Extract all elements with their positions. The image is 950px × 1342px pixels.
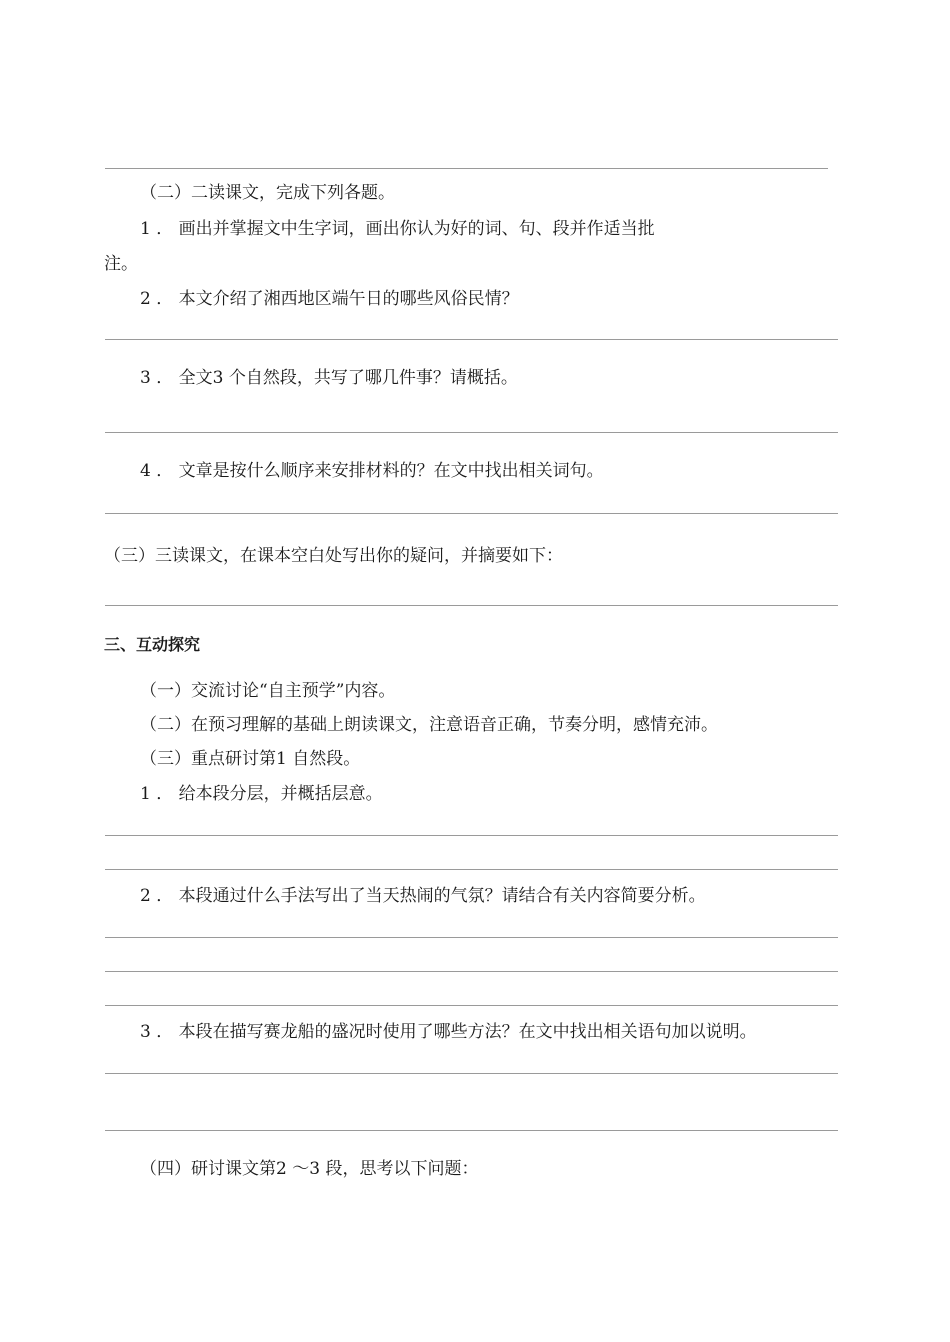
answer-line (105, 835, 838, 836)
part-3-item-2: （二）在预习理解的基础上朗读课文，注意语音正确，节奏分明，感情充沛。 (140, 715, 718, 735)
part-3-item-1: （一）交流讨论“自主预学”内容。 (140, 681, 396, 701)
part-3-item-3: （三）重点研讨第1 自然段。 (140, 749, 361, 769)
question-2-2: 2 ． 本文介绍了湘西地区端午日的哪些风俗民情？ (140, 289, 519, 309)
part-3-question-3: 3 ． 本段在描写赛龙船的盛况时使用了哪些方法？在文中找出相关语句加以说明。 (140, 1022, 757, 1042)
question-2-3: 3 ． 全文3 个自然段，共写了哪几件事？请概括。 (140, 368, 518, 388)
answer-line (105, 1073, 838, 1074)
answer-line (105, 1130, 838, 1131)
question-2-4: 4 ． 文章是按什么顺序来安排材料的？在文中找出相关词句。 (140, 461, 604, 481)
part-3-item-4: （四）研讨课文第2 ～3 段，思考以下问题： (140, 1159, 479, 1179)
answer-line (105, 1005, 838, 1006)
section-2-title: （二）二读课文，完成下列各题。 (140, 183, 395, 203)
answer-line (105, 339, 838, 340)
question-2-1: 1 ． 画出并掌握文中生字词，画出你认为好的词、句、段并作适当批 (140, 219, 655, 239)
part-3-question-1: 1 ． 给本段分层，并概括层意。 (140, 784, 383, 804)
answer-line (105, 432, 838, 433)
answer-line (105, 937, 838, 938)
part-3-heading: 三、互动探究 (104, 635, 201, 654)
answer-line (105, 971, 838, 972)
question-2-1-continued: 注。 (104, 254, 138, 274)
answer-line (105, 605, 838, 606)
answer-line (105, 513, 838, 514)
top-rule (105, 168, 828, 169)
answer-line (105, 869, 838, 870)
part-3-question-2: 2 ． 本段通过什么手法写出了当天热闹的气氛？请结合有关内容简要分析。 (140, 886, 706, 906)
section-3-title: （三）三读课文，在课本空白处写出你的疑问，并摘要如下： (104, 546, 563, 566)
